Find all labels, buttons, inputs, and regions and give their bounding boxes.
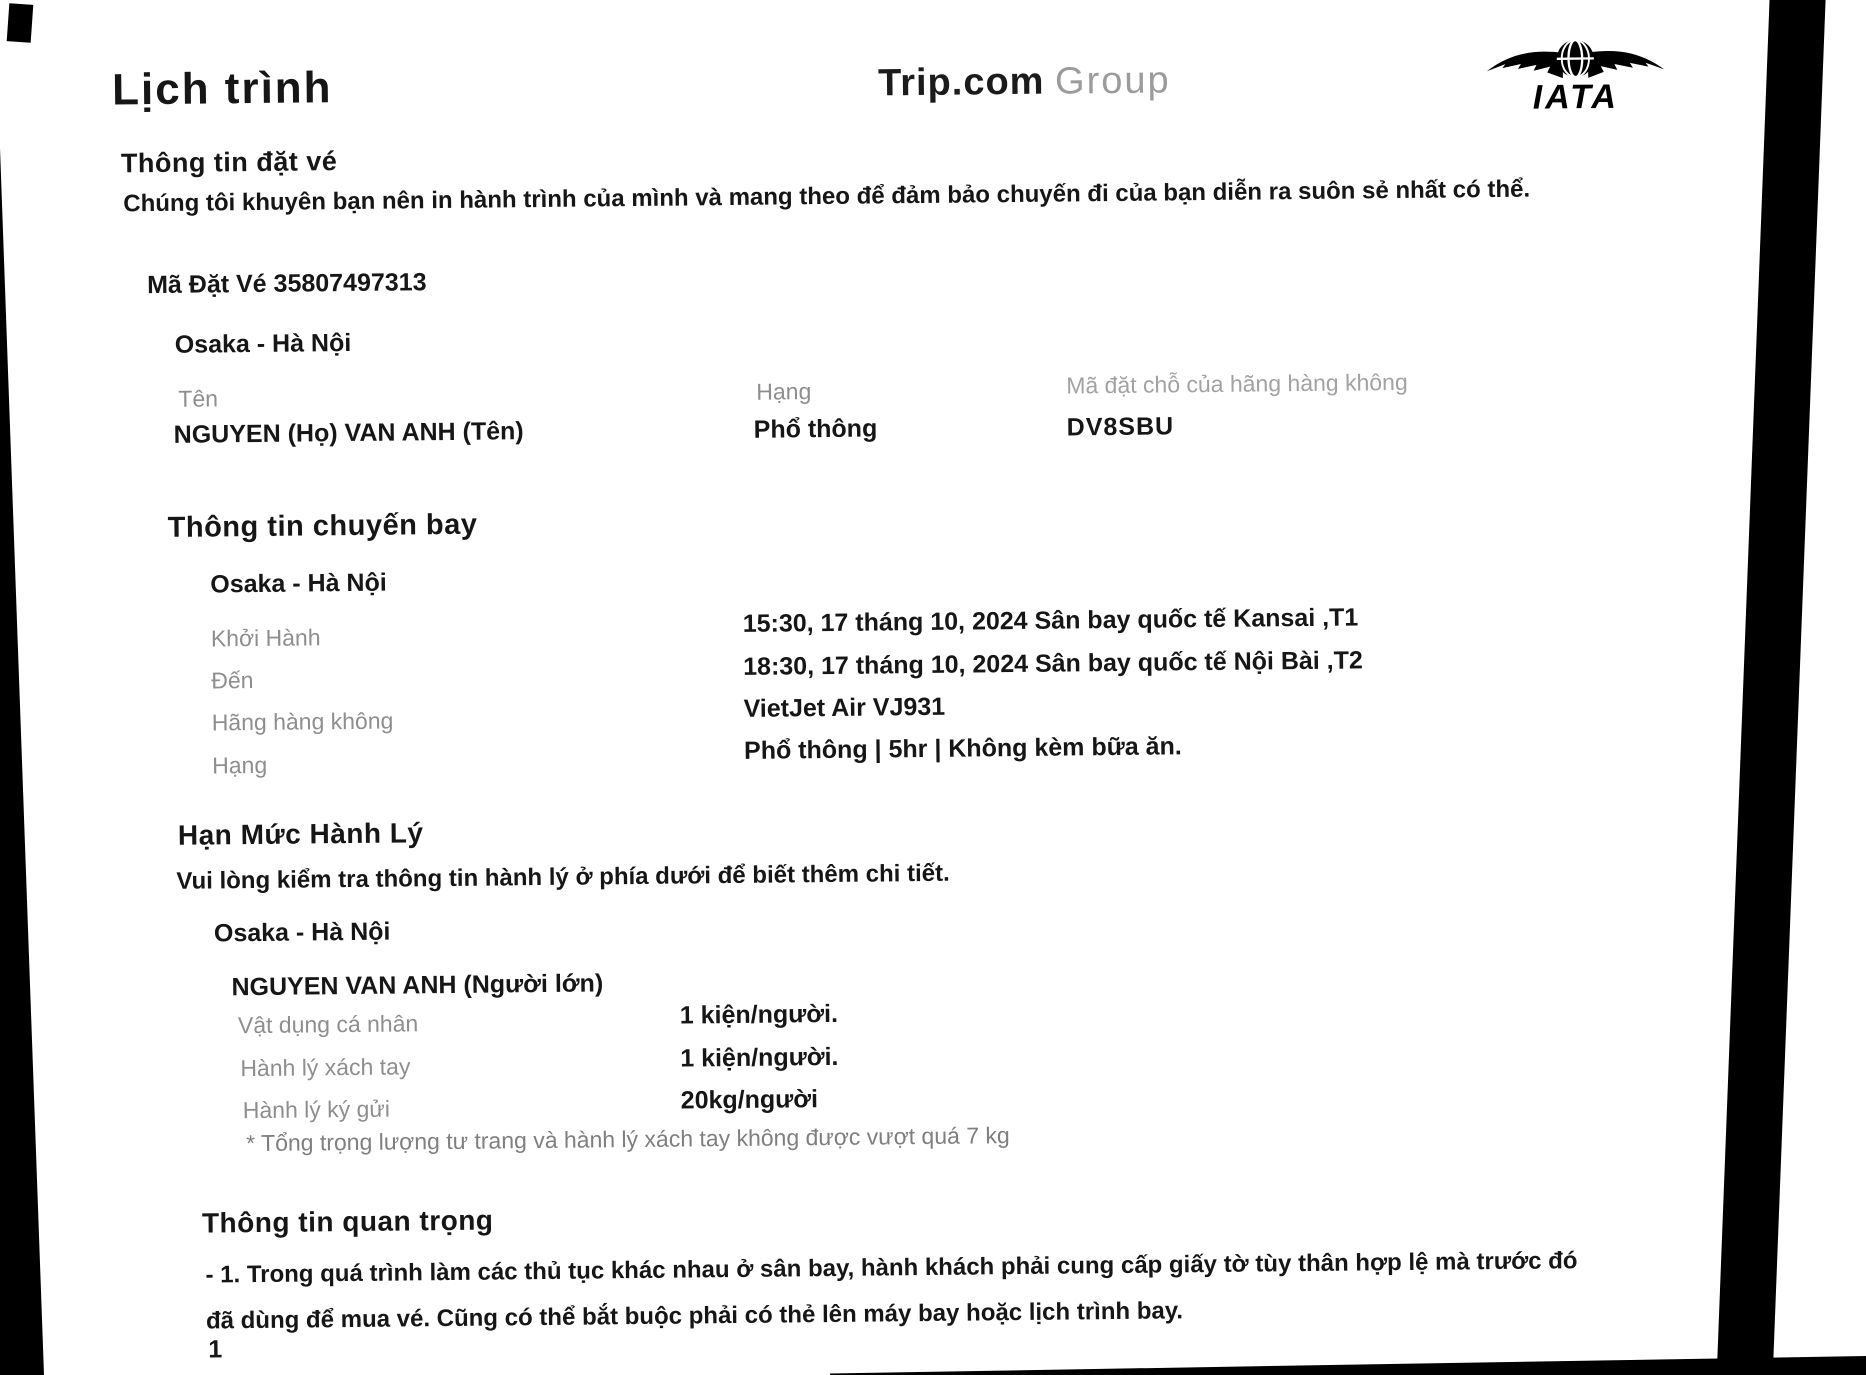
brand-com: com [963,60,1045,104]
flight-section-heading: Thông tin chuyến bay [167,508,478,544]
flight-departure-value: 15:30, 17 tháng 10, 2024 Sân bay quốc tế Kansai ,T1 [742,603,1359,638]
flight-route: Osaka - Hà Nội [210,568,387,599]
baggage-row-label: Vật dụng cá nhân [237,1010,419,1039]
column-header-name: Tên [178,385,219,412]
page-title: Lịch trình [111,63,333,115]
iata-logo [1483,35,1669,115]
brand-dot: . [951,61,964,104]
scan-artifact-top-left [7,3,34,43]
column-header-airline-pnr: Mã đặt chỗ của hãng hàng không [1066,368,1408,399]
booking-code-label: Mã Đặt Vé [147,269,267,300]
baggage-carry-on-value: 1 kiện/người. [680,1042,839,1073]
trip-com-group-logo [878,59,1171,105]
flight-row-label: Hãng hàng không [211,707,394,736]
flight-row-label: Hạng [212,751,268,779]
flight-row-label: Khởi Hành [210,624,321,652]
important-section-heading: Thông tin quan trọng [201,1204,494,1239]
cabin-class-value: Phổ thông [753,414,878,444]
baggage-checked-value: 20kg/người [680,1085,819,1115]
booking-note: Chúng tôi khuyên bạn nên in hành trình của mình và mang theo để đảm bảo chuyến đi của bạn diễn ra suôn sẻ nhất có thể. [123,175,1531,218]
baggage-route: Osaka - Hà Nội [213,917,391,948]
passenger-name-value: NGUYEN (Họ) VAN ANH (Tên) [173,417,524,449]
baggage-personal-item-value: 1 kiện/người. [679,999,839,1030]
baggage-row-label: Hành lý ký gửi [242,1095,391,1124]
flight-arrival-value: 18:30, 17 tháng 10, 2024 Sân bay quốc tế Nội Bài ,T2 [743,646,1363,681]
booking-route: Osaka - Hà Nội [174,328,352,359]
page-number: 1 [208,1335,223,1364]
brand-group: Group [1054,59,1171,103]
baggage-footnote: * Tổng trọng lượng tư trang và hành lý xách tay không được vượt quá 7 kg [246,1122,1010,1157]
baggage-passenger: NGUYEN VAN ANH (Người lớn) [231,969,604,1002]
iata-wordmark: IATA [1532,77,1620,116]
booking-code-line [147,268,427,300]
booking-code-value: 35807497313 [273,268,427,298]
booking-section-heading: Thông tin đặt vé [120,146,338,179]
airline-pnr-value: DV8SBU [1066,412,1175,442]
baggage-note: Vui lòng kiểm tra thông tin hành lý ở phía dưới để biết thêm chi tiết. [176,859,950,895]
brand-trip: Trip [877,61,952,105]
baggage-section-heading: Hạn Mức Hành Lý [177,817,424,851]
iata-wings-globe-icon [1483,35,1669,115]
important-item: - 1. Trong quá trình làm các thủ tục khác nhau ở sân bay, hành khách phải cung cấp giấy tờ tùy thân hợp lệ mà trước đó đã dùng để mua vé. Cũng có thể bắt buộc phải có thẻ lên máy bay hoặc lịch trình bay. [205,1247,1578,1335]
column-header-class: Hạng [756,378,812,405]
flight-row-label: Đến [211,667,254,694]
flight-class-value: Phổ thông | 5hr | Không kèm bữa ăn. [743,732,1182,765]
flight-airline-value: VietJet Air VJ931 [743,692,946,723]
baggage-row-label: Hành lý xách tay [240,1053,411,1082]
